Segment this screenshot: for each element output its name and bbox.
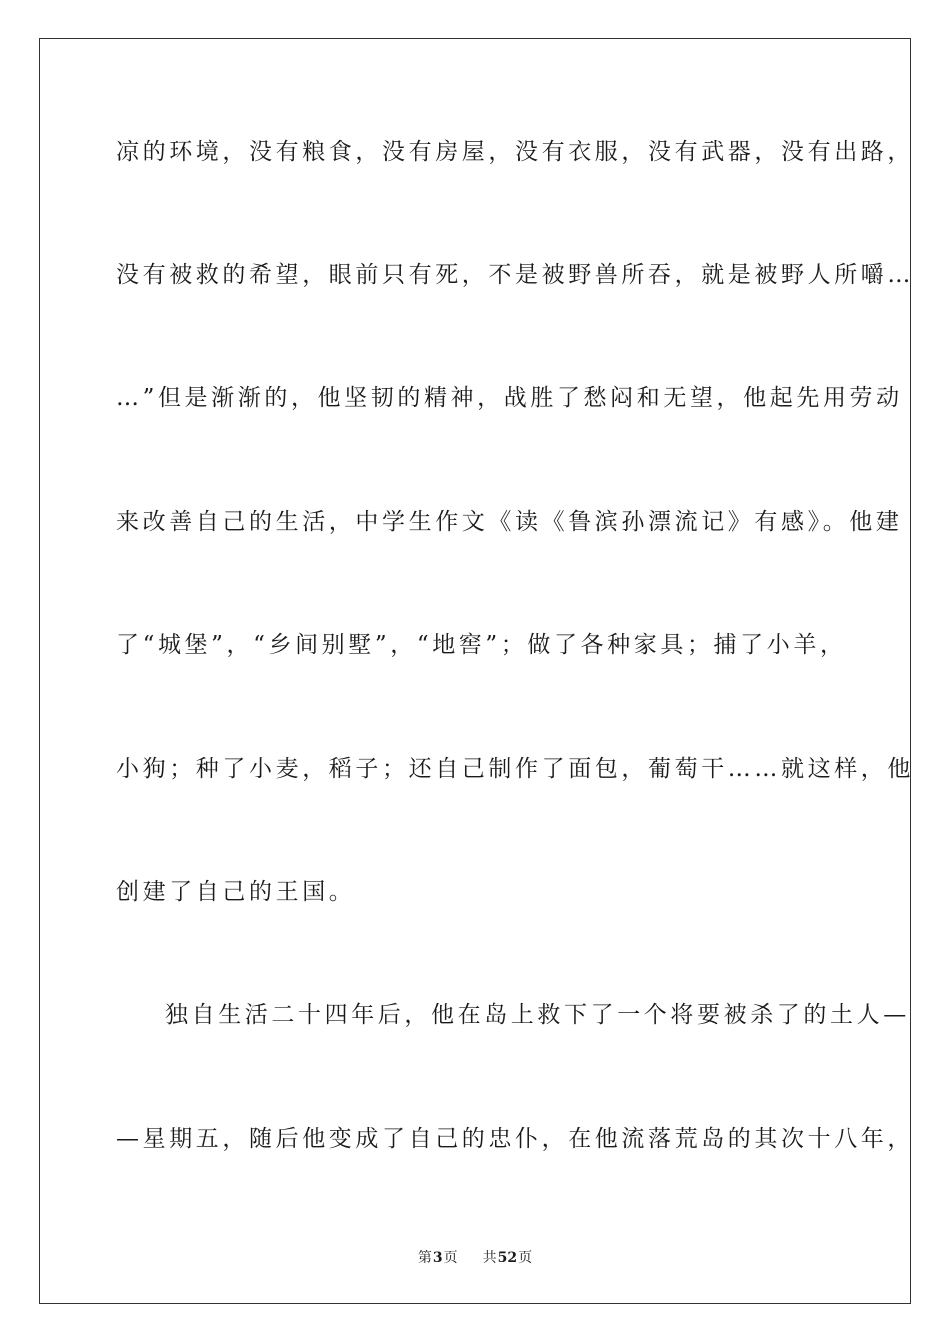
total-pages: 52: [497, 1250, 518, 1266]
text-line-1: 凉的环境，没有粮食，没有房屋，没有衣服，没有武器，没有出路，: [116, 139, 914, 165]
text-line-5: 了“城堡”，“乡间别墅”，“地窖”；做了各种家具；捕了小羊，: [116, 632, 847, 658]
total-suffix: 页: [518, 1250, 533, 1266]
text-line-9: —星期五，随后他变成了自己的忠仆，在他流落荒岛的其次十八年，: [116, 1126, 914, 1152]
page-number: 3: [432, 1250, 443, 1266]
paragraph-start-line: 独自生活二十四年后，他在岛上救下了一个将要被杀了的土人—: [165, 1002, 910, 1028]
text-line-7: 创建了自己的王国。: [116, 879, 356, 905]
page-border: [39, 38, 914, 1304]
total-prefix: 共: [482, 1250, 497, 1266]
text-line-2: 没有被救的希望，眼前只有死，不是被野兽所吞，就是被野人所嚼…: [116, 262, 914, 288]
page-prefix: 第: [417, 1250, 432, 1266]
text-line-3: …”但是渐渐的，他坚韧的精神，战胜了愁闷和无望，他起先用劳动: [116, 385, 903, 411]
text-line-4: 来改善自己的生活，中学生作文《读《鲁滨孙漂流记》有感》。他建: [116, 509, 903, 535]
text-line-6: 小狗；种了小麦，稻子；还自己制作了面包，葡萄干……就这样，他: [116, 756, 914, 782]
page-suffix: 页: [443, 1250, 458, 1266]
page-footer: [0, 1247, 950, 1267]
